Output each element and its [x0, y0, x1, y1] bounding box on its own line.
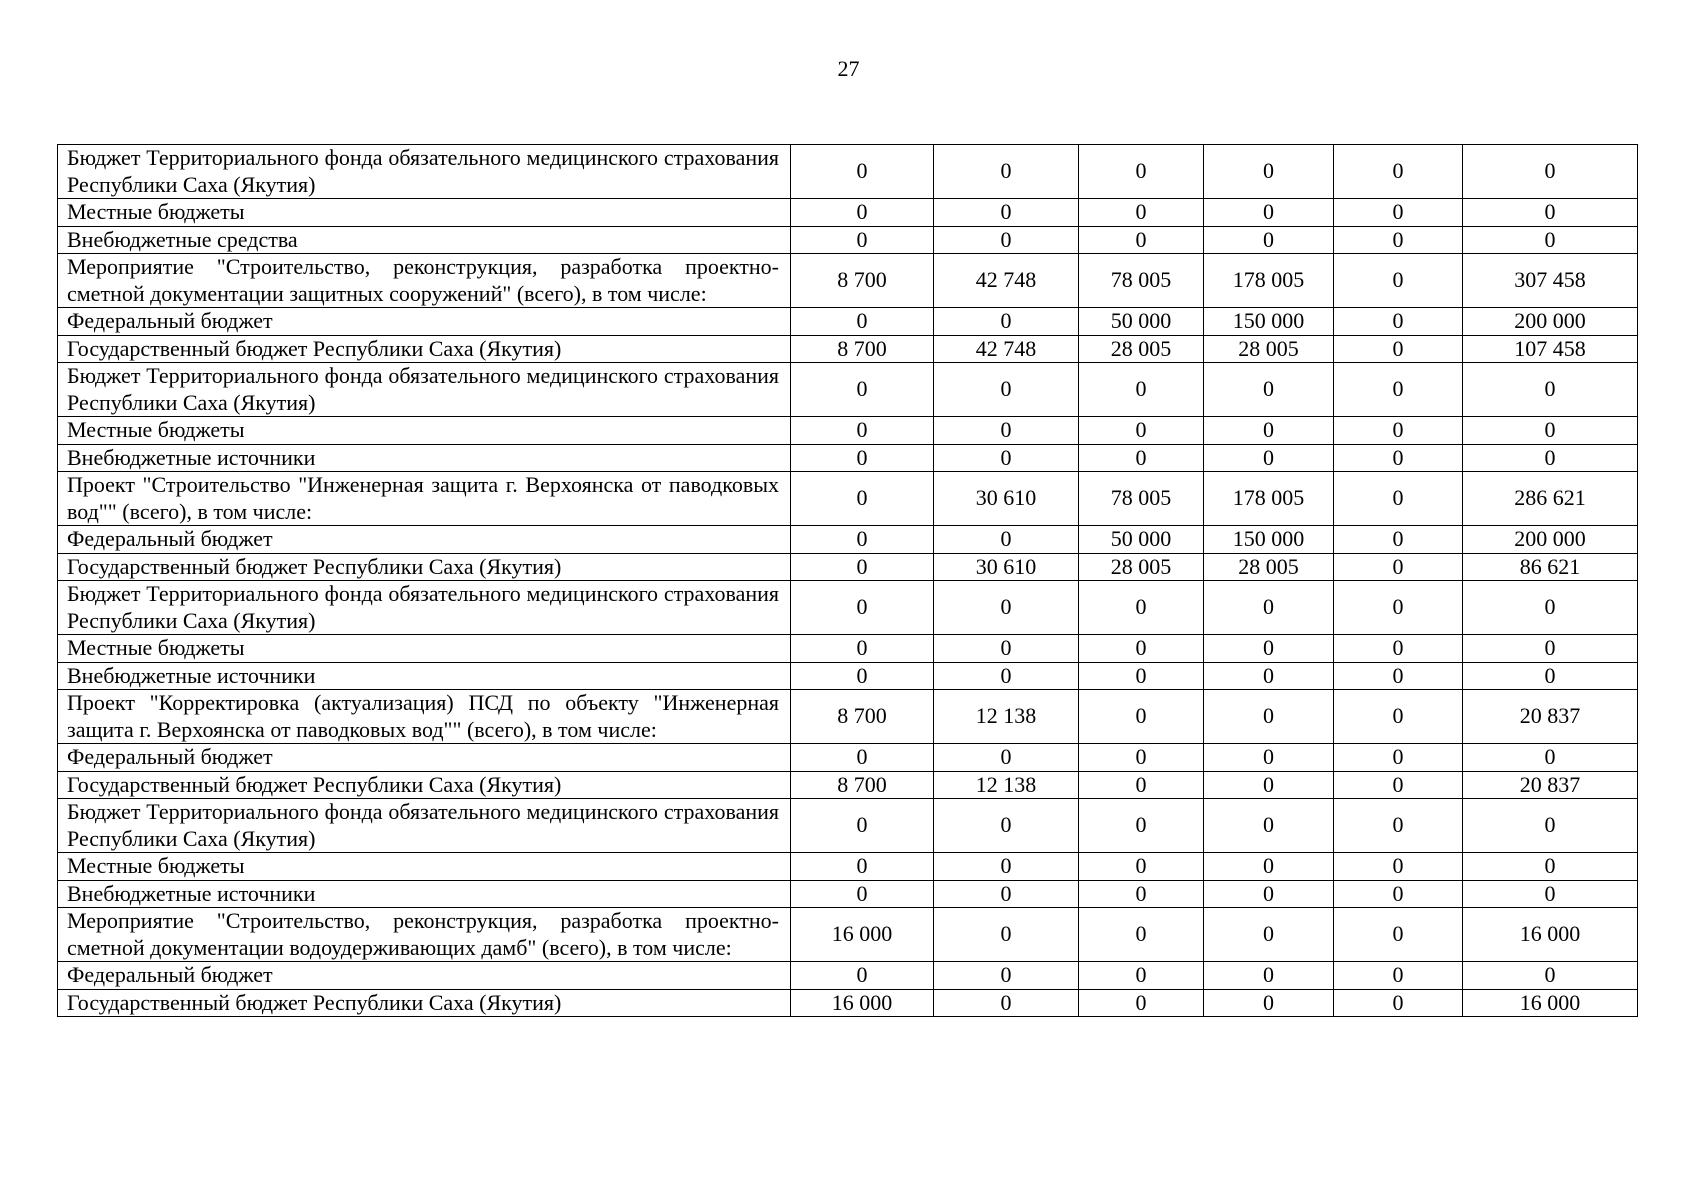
value-cell: 0 — [1079, 581, 1204, 635]
row-label: Внебюджетные источники — [58, 444, 791, 472]
table-row — [58, 145, 1638, 199]
row-label: Местные бюджеты — [58, 853, 791, 881]
budget-table — [57, 144, 1638, 1017]
value-cell: 28 005 — [1204, 553, 1334, 581]
value-cell: 0 — [791, 444, 934, 472]
table-row — [58, 199, 1638, 227]
value-cell: 0 — [1334, 444, 1463, 472]
value-cell: 0 — [791, 853, 934, 881]
value-cell: 0 — [1463, 635, 1638, 663]
value-cell: 0 — [1334, 662, 1463, 690]
row-label: Бюджет Территориального фонда обязательного медицинского страхования Республики Саха (Якутия) — [58, 581, 791, 635]
value-cell: 8 700 — [791, 335, 934, 363]
value-cell: 0 — [1334, 417, 1463, 445]
value-cell: 12 138 — [934, 771, 1079, 799]
value-cell: 0 — [934, 853, 1079, 881]
table-row — [58, 581, 1638, 635]
value-cell: 0 — [791, 526, 934, 554]
value-cell: 0 — [791, 880, 934, 908]
value-cell: 0 — [1334, 335, 1463, 363]
value-cell: 0 — [1204, 662, 1334, 690]
value-cell: 16 000 — [791, 908, 934, 962]
value-cell: 0 — [791, 744, 934, 772]
row-label: Мероприятие "Строительство, реконструкция, разработка проектно-сметной документации водоудерживающих дамб" (всего), в том числе: — [58, 908, 791, 962]
value-cell: 8 700 — [791, 690, 934, 744]
value-cell: 28 005 — [1079, 553, 1204, 581]
value-cell: 0 — [1204, 962, 1334, 990]
table-row — [58, 553, 1638, 581]
row-label: Местные бюджеты — [58, 635, 791, 663]
value-cell: 0 — [934, 199, 1079, 227]
value-cell: 0 — [1334, 690, 1463, 744]
value-cell: 0 — [1204, 417, 1334, 445]
value-cell: 20 837 — [1463, 690, 1638, 744]
value-cell: 8 700 — [791, 254, 934, 308]
value-cell: 0 — [1463, 744, 1638, 772]
value-cell: 0 — [791, 581, 934, 635]
value-cell: 0 — [934, 581, 1079, 635]
table-row — [58, 444, 1638, 472]
table-row — [58, 744, 1638, 772]
row-label: Бюджет Территориального фонда обязательного медицинского страхования Республики Саха (Якутия) — [58, 145, 791, 199]
value-cell: 0 — [1204, 771, 1334, 799]
table-row — [58, 799, 1638, 853]
row-label: Государственный бюджет Республики Саха (Якутия) — [58, 989, 791, 1017]
value-cell: 0 — [1463, 363, 1638, 417]
value-cell: 0 — [791, 226, 934, 254]
table-row — [58, 962, 1638, 990]
value-cell: 0 — [934, 908, 1079, 962]
value-cell: 0 — [934, 417, 1079, 445]
value-cell: 0 — [1334, 553, 1463, 581]
value-cell: 150 000 — [1204, 526, 1334, 554]
value-cell: 8 700 — [791, 771, 934, 799]
table-row — [58, 254, 1638, 308]
value-cell: 0 — [791, 662, 934, 690]
value-cell: 0 — [934, 744, 1079, 772]
row-label: Федеральный бюджет — [58, 744, 791, 772]
value-cell: 0 — [934, 308, 1079, 336]
value-cell: 0 — [1204, 989, 1334, 1017]
value-cell: 0 — [791, 199, 934, 227]
value-cell: 0 — [1079, 417, 1204, 445]
value-cell: 0 — [934, 989, 1079, 1017]
value-cell: 78 005 — [1079, 472, 1204, 526]
value-cell: 0 — [1463, 417, 1638, 445]
value-cell: 178 005 — [1204, 254, 1334, 308]
value-cell: 0 — [934, 226, 1079, 254]
value-cell: 12 138 — [934, 690, 1079, 744]
value-cell: 0 — [1204, 744, 1334, 772]
value-cell: 0 — [1079, 908, 1204, 962]
value-cell: 0 — [1463, 962, 1638, 990]
value-cell: 0 — [1334, 363, 1463, 417]
value-cell: 50 000 — [1079, 308, 1204, 336]
row-label: Проект "Корректировка (актуализация) ПСД по объекту "Инженерная защита г. Верхоянска от паводковых вод"" (всего), в том числе: — [58, 690, 791, 744]
table-row — [58, 690, 1638, 744]
value-cell: 107 458 — [1463, 335, 1638, 363]
value-cell: 28 005 — [1079, 335, 1204, 363]
value-cell: 0 — [1079, 690, 1204, 744]
value-cell: 0 — [1463, 444, 1638, 472]
value-cell: 0 — [1463, 799, 1638, 853]
value-cell: 0 — [1079, 363, 1204, 417]
value-cell: 0 — [934, 444, 1079, 472]
value-cell: 0 — [1079, 853, 1204, 881]
value-cell: 0 — [1204, 581, 1334, 635]
value-cell: 0 — [1463, 581, 1638, 635]
value-cell: 0 — [1334, 908, 1463, 962]
value-cell: 0 — [1204, 853, 1334, 881]
value-cell: 0 — [1204, 880, 1334, 908]
table-row — [58, 308, 1638, 336]
table-row — [58, 335, 1638, 363]
table-row — [58, 853, 1638, 881]
value-cell: 0 — [1334, 226, 1463, 254]
value-cell: 0 — [1079, 880, 1204, 908]
table-row — [58, 472, 1638, 526]
row-label: Федеральный бюджет — [58, 526, 791, 554]
value-cell: 0 — [791, 962, 934, 990]
table-row — [58, 771, 1638, 799]
value-cell: 0 — [1463, 226, 1638, 254]
row-label: Местные бюджеты — [58, 417, 791, 445]
value-cell: 0 — [1334, 254, 1463, 308]
value-cell: 0 — [791, 145, 934, 199]
value-cell: 78 005 — [1079, 254, 1204, 308]
value-cell: 0 — [1334, 635, 1463, 663]
budget-table-body — [58, 145, 1638, 1017]
row-label: Мероприятие "Строительство, реконструкция, разработка проектно-сметной документации защитных сооружений" (всего), в том числе: — [58, 254, 791, 308]
value-cell: 0 — [1204, 363, 1334, 417]
value-cell: 0 — [791, 799, 934, 853]
value-cell: 0 — [1334, 472, 1463, 526]
value-cell: 0 — [791, 308, 934, 336]
row-label: Федеральный бюджет — [58, 962, 791, 990]
value-cell: 0 — [1079, 444, 1204, 472]
value-cell: 200 000 — [1463, 308, 1638, 336]
value-cell: 0 — [934, 799, 1079, 853]
row-label: Внебюджетные источники — [58, 880, 791, 908]
value-cell: 0 — [934, 363, 1079, 417]
value-cell: 150 000 — [1204, 308, 1334, 336]
value-cell: 30 610 — [934, 472, 1079, 526]
value-cell: 0 — [1079, 199, 1204, 227]
table-row — [58, 662, 1638, 690]
value-cell: 0 — [1079, 799, 1204, 853]
value-cell: 0 — [791, 553, 934, 581]
value-cell: 0 — [1204, 199, 1334, 227]
value-cell: 0 — [1334, 989, 1463, 1017]
row-label: Государственный бюджет Республики Саха (Якутия) — [58, 771, 791, 799]
value-cell: 0 — [791, 417, 934, 445]
value-cell: 50 000 — [1079, 526, 1204, 554]
value-cell: 0 — [1204, 799, 1334, 853]
value-cell: 30 610 — [934, 553, 1079, 581]
value-cell: 16 000 — [1463, 989, 1638, 1017]
row-label: Государственный бюджет Республики Саха (Якутия) — [58, 553, 791, 581]
value-cell: 0 — [934, 662, 1079, 690]
table-row — [58, 880, 1638, 908]
value-cell: 0 — [1079, 744, 1204, 772]
value-cell: 0 — [1463, 662, 1638, 690]
table-row — [58, 635, 1638, 663]
value-cell: 0 — [934, 880, 1079, 908]
table-row — [58, 226, 1638, 254]
value-cell: 0 — [1079, 989, 1204, 1017]
value-cell: 0 — [934, 635, 1079, 663]
value-cell: 0 — [1204, 635, 1334, 663]
value-cell: 0 — [1204, 226, 1334, 254]
value-cell: 0 — [1334, 853, 1463, 881]
table-row — [58, 989, 1638, 1017]
value-cell: 307 458 — [1463, 254, 1638, 308]
value-cell: 0 — [1334, 199, 1463, 227]
page-number: 27 — [837, 56, 860, 81]
value-cell: 0 — [1334, 145, 1463, 199]
row-label: Бюджет Территориального фонда обязательного медицинского страхования Республики Саха (Якутия) — [58, 799, 791, 853]
value-cell: 0 — [1463, 145, 1638, 199]
value-cell: 0 — [791, 363, 934, 417]
row-label: Местные бюджеты — [58, 199, 791, 227]
value-cell: 286 621 — [1463, 472, 1638, 526]
value-cell: 0 — [1204, 444, 1334, 472]
table-row — [58, 363, 1638, 417]
value-cell: 0 — [1204, 145, 1334, 199]
value-cell: 0 — [1334, 526, 1463, 554]
value-cell: 0 — [1334, 880, 1463, 908]
row-label: Федеральный бюджет — [58, 308, 791, 336]
value-cell: 16 000 — [791, 989, 934, 1017]
value-cell: 0 — [1334, 581, 1463, 635]
value-cell: 0 — [1334, 771, 1463, 799]
value-cell: 178 005 — [1204, 472, 1334, 526]
value-cell: 0 — [1079, 145, 1204, 199]
value-cell: 0 — [1204, 690, 1334, 744]
table-row — [58, 417, 1638, 445]
value-cell: 0 — [934, 526, 1079, 554]
row-label: Внебюджетные источники — [58, 662, 791, 690]
value-cell: 0 — [1079, 771, 1204, 799]
value-cell: 42 748 — [934, 254, 1079, 308]
value-cell: 0 — [1334, 308, 1463, 336]
value-cell: 42 748 — [934, 335, 1079, 363]
value-cell: 0 — [1079, 635, 1204, 663]
value-cell: 16 000 — [1463, 908, 1638, 962]
value-cell: 0 — [1334, 744, 1463, 772]
value-cell: 20 837 — [1463, 771, 1638, 799]
value-cell: 0 — [791, 635, 934, 663]
value-cell: 0 — [934, 962, 1079, 990]
table-row — [58, 908, 1638, 962]
value-cell: 0 — [1463, 853, 1638, 881]
value-cell: 28 005 — [1204, 335, 1334, 363]
row-label: Бюджет Территориального фонда обязательного медицинского страхования Республики Саха (Якутия) — [58, 363, 791, 417]
value-cell: 0 — [1334, 799, 1463, 853]
value-cell: 0 — [1463, 199, 1638, 227]
table-row — [58, 526, 1638, 554]
row-label: Внебюджетные средства — [58, 226, 791, 254]
value-cell: 86 621 — [1463, 553, 1638, 581]
value-cell: 0 — [1204, 908, 1334, 962]
value-cell: 0 — [791, 472, 934, 526]
value-cell: 0 — [1463, 880, 1638, 908]
value-cell: 0 — [1079, 226, 1204, 254]
value-cell: 0 — [1079, 662, 1204, 690]
value-cell: 0 — [934, 145, 1079, 199]
value-cell: 0 — [1334, 962, 1463, 990]
value-cell: 0 — [1079, 962, 1204, 990]
row-label: Проект "Строительство "Инженерная защита г. Верхоянска от паводковых вод"" (всего), в том числе: — [58, 472, 791, 526]
row-label: Государственный бюджет Республики Саха (Якутия) — [58, 335, 791, 363]
value-cell: 200 000 — [1463, 526, 1638, 554]
